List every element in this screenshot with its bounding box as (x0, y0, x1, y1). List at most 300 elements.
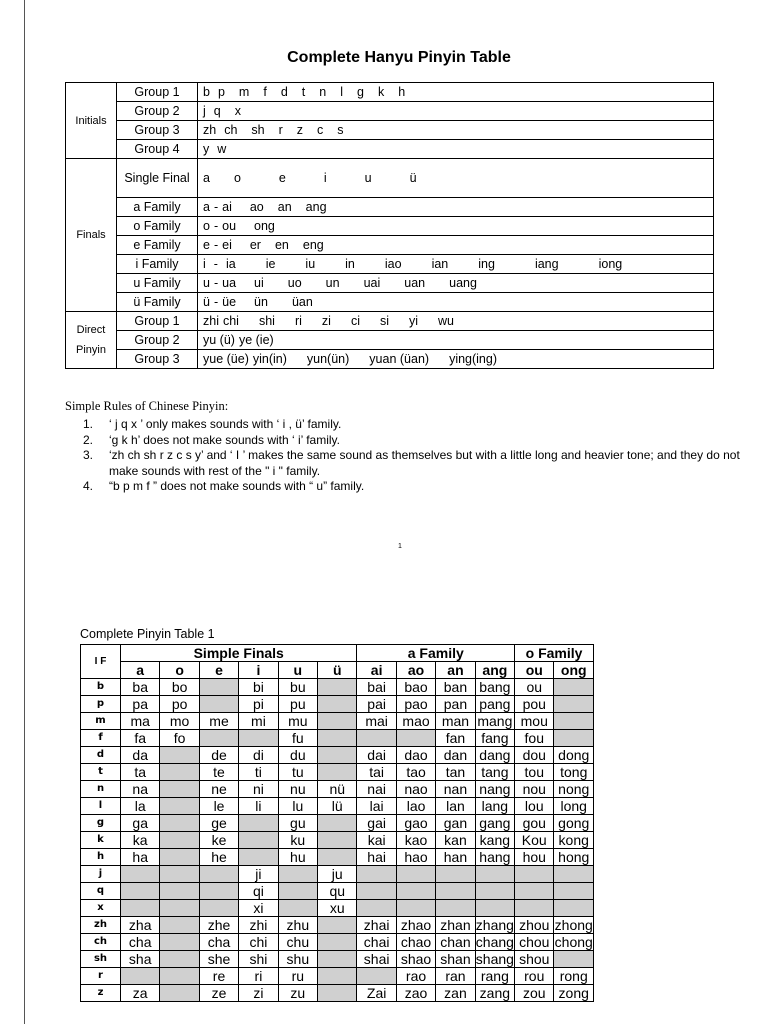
pinyin-value: eng (302, 238, 324, 252)
syllable-cell: lao (396, 798, 435, 815)
syllable-cell (515, 883, 554, 900)
syllable-cell: du (278, 747, 317, 764)
pinyin-value: an (277, 200, 292, 214)
rules-title: Simple Rules of Chinese Pinyin: (65, 399, 229, 413)
syllable-cell (199, 696, 238, 713)
syllable-cell: gong (554, 815, 594, 832)
rule-text: ‘ j q x ’ only makes sounds with ‘ i , ü’ family. (109, 417, 342, 431)
syllable-cell: Kou (515, 832, 554, 849)
syllable-cell (318, 951, 357, 968)
syllable-cell (515, 866, 554, 883)
syllable-cell: ti (239, 764, 278, 781)
syllable-cell (160, 832, 199, 849)
pinyin-value: zhi (203, 314, 219, 328)
group-values (198, 331, 714, 350)
pinyin-value: w (217, 142, 227, 156)
pinyin-value: d (280, 85, 288, 99)
syllable-cell (554, 696, 594, 713)
overview-row (66, 102, 714, 121)
syllable-cell (357, 900, 396, 917)
pinyin-value: shi (258, 314, 275, 328)
table-row (81, 968, 594, 985)
pinyin-value: ye (ie) (238, 333, 274, 347)
initial-cell: f (81, 730, 121, 747)
syllable-cell: ru (278, 968, 317, 985)
syllable-cell: hong (554, 849, 594, 866)
pinyin-value: yuan (üan) (369, 352, 430, 366)
syllable-cell: fou (515, 730, 554, 747)
rule-text: “b p m f ” does not make sounds with “ u” family. (109, 479, 365, 493)
page-mark: 1 (398, 543, 402, 550)
syllable-cell (357, 883, 396, 900)
group-values (198, 83, 714, 102)
pinyin-value: k (377, 85, 385, 99)
group-label: Group 2 (117, 102, 198, 121)
pinyin-value: j (203, 104, 206, 118)
pinyin-value: uang (449, 276, 477, 290)
pinyin-value: ong (254, 219, 275, 233)
syllable-cell: tang (475, 764, 514, 781)
pinyin-value: uan (404, 276, 426, 290)
group-values (198, 140, 714, 159)
syllable-cell: chu (278, 934, 317, 951)
pinyin-value: c (317, 123, 324, 137)
pinyin-value: - (213, 200, 219, 214)
syllable-cell (278, 900, 317, 917)
syllable-cell: bai (357, 679, 396, 696)
syllable-cell (554, 730, 594, 747)
rule-number: 1. (83, 417, 94, 431)
final-column-header: e (199, 662, 238, 679)
syllable-cell: bao (396, 679, 435, 696)
table-row (81, 866, 594, 883)
final-column-header: ong (554, 662, 594, 679)
table-row (81, 832, 594, 849)
syllable-cell: me (199, 713, 238, 730)
syllable-cell: tu (278, 764, 317, 781)
syllable-cell (554, 951, 594, 968)
syllable-cell: hou (515, 849, 554, 866)
group-label: Group 2 (117, 331, 198, 350)
pinyin-value: u (203, 276, 210, 290)
syllable-cell (554, 900, 594, 917)
syllable-cell: te (199, 764, 238, 781)
syllable-cell (199, 900, 238, 917)
group-label: o Family (117, 217, 198, 236)
rule-number: 3. (83, 448, 94, 462)
syllable-cell: ju (318, 866, 357, 883)
pinyin-value: x (234, 104, 241, 118)
syllable-cell (318, 764, 357, 781)
rule-item (65, 479, 745, 495)
table-row (81, 951, 594, 968)
initial-cell: m (81, 713, 121, 730)
overview-row (66, 217, 714, 236)
pinyin-value: yue (üe) (203, 352, 249, 366)
syllable-cell (121, 900, 160, 917)
pinyin-value: g (356, 85, 364, 99)
rule-text: ‘g k h’ does not make sounds with ‘ i’ family. (109, 432, 340, 447)
syllable-cell: she (199, 951, 238, 968)
syllable-cell (357, 730, 396, 747)
pinyin-value: ü (203, 295, 210, 309)
group-values (198, 198, 714, 217)
syllable-cell: fan (436, 730, 475, 747)
syllable-cell: ga (121, 815, 160, 832)
pinyin-value: o (233, 171, 241, 185)
group-label: e Family (117, 236, 198, 255)
syllable-cell (160, 781, 199, 798)
pinyin-value: ie (265, 257, 276, 271)
syllable-cell (318, 968, 357, 985)
pinyin-value: wu (438, 314, 455, 328)
syllable-cell: gao (396, 815, 435, 832)
pinyin-value: q (213, 104, 221, 118)
syllable-cell: dan (436, 747, 475, 764)
group-values (198, 255, 714, 274)
syllable-cell (239, 815, 278, 832)
syllable-cell: pi (239, 696, 278, 713)
syllable-cell: pai (357, 696, 396, 713)
initial-final-corner: I F (81, 645, 121, 679)
syllable-cell: ran (436, 968, 475, 985)
table-row (81, 747, 594, 764)
group-values (198, 102, 714, 121)
syllable-cell: ne (199, 781, 238, 798)
pinyin-value: r (278, 123, 283, 137)
syllable-cell: cha (121, 934, 160, 951)
pinyin-value: e (278, 171, 286, 185)
syllable-cell (475, 900, 514, 917)
syllable-cell (436, 900, 475, 917)
syllable-cell: nü (318, 781, 357, 798)
pinyin-value: a (203, 200, 210, 214)
syllable-cell: fo (160, 730, 199, 747)
syllable-cell: ban (436, 679, 475, 696)
pinyin-value: iong (598, 257, 623, 271)
syllable-cell: shou (515, 951, 554, 968)
syllable-cell: ta (121, 764, 160, 781)
syllable-cell: zhi (239, 917, 278, 934)
group-values (198, 217, 714, 236)
pinyin-value: l (340, 85, 343, 99)
pinyin-value: ying(ing) (449, 352, 497, 366)
syllable-cell: pou (515, 696, 554, 713)
syllable-cell: pan (436, 696, 475, 713)
syllable-cell: ri (239, 968, 278, 985)
syllable-cell: xi (239, 900, 278, 917)
syllable-cell: rao (396, 968, 435, 985)
syllable-cell: han (436, 849, 475, 866)
group-values (198, 350, 714, 369)
overview-row (66, 331, 714, 350)
syllable-cell (318, 679, 357, 696)
syllable-cell: lai (357, 798, 396, 815)
pinyin-value: e (203, 238, 210, 252)
initial-cell: k (81, 832, 121, 849)
syllable-cell: gai (357, 815, 396, 832)
overview-row (66, 198, 714, 217)
syllable-cell: mao (396, 713, 435, 730)
syllable-cell: ba (121, 679, 160, 696)
syllable-cell: hang (475, 849, 514, 866)
syllable-cell: shao (396, 951, 435, 968)
syllable-cell (160, 883, 199, 900)
pinyin-value: ei (222, 238, 232, 252)
syllable-cell: nan (436, 781, 475, 798)
syllable-cell (436, 866, 475, 883)
group-label: ü Family (117, 293, 198, 312)
pinyin-value: uai (363, 276, 381, 290)
syllable-cell (160, 815, 199, 832)
syllable-cell: shang (475, 951, 514, 967)
initial-cell: t (81, 764, 121, 781)
initial-cell: d (81, 747, 121, 764)
syllable-cell (396, 883, 435, 900)
pinyin-overview-table (65, 82, 714, 369)
syllable-cell: pa (121, 696, 160, 713)
syllable-cell: mo (160, 713, 199, 730)
section-label: Direct Pinyin (66, 312, 117, 369)
syllable-cell: tao (396, 764, 435, 781)
syllable-cell: ke (199, 832, 238, 849)
pinyin-value: uo (287, 276, 302, 290)
pinyin-value: zi (321, 314, 331, 328)
syllable-cell: shi (239, 951, 278, 968)
final-column-header: ü (318, 662, 357, 679)
syllable-cell: fa (121, 730, 160, 747)
group-values (198, 121, 714, 140)
table2-caption: Complete Pinyin Table 1 (80, 627, 215, 641)
syllable-cell (160, 798, 199, 815)
initial-cell: l (81, 798, 121, 815)
syllable-cell (318, 747, 357, 764)
syllable-cell: zao (396, 985, 435, 1002)
group-label: Group 4 (117, 140, 198, 159)
syllable-cell: ni (239, 781, 278, 798)
group-values (198, 293, 714, 312)
syllable-cell: chan (436, 934, 475, 951)
syllable-cell: he (199, 849, 238, 866)
syllable-cell: chong (554, 934, 593, 950)
table-row (81, 764, 594, 781)
syllable-cell (318, 849, 357, 866)
rule-item (65, 448, 745, 479)
syllable-cell (160, 951, 199, 968)
pinyin-value: ü (409, 171, 417, 185)
syllable-cell: man (436, 713, 475, 730)
syllable-cell: kao (396, 832, 435, 849)
syllable-cell: zhe (199, 917, 238, 934)
group-label: a Family (117, 198, 198, 217)
syllable-cell: ka (121, 832, 160, 849)
initial-cell: n (81, 781, 121, 798)
overview-row (66, 236, 714, 255)
overview-row (66, 350, 714, 369)
syllable-cell: hai (357, 849, 396, 866)
pinyin-value: yu (ü) (203, 333, 235, 347)
overview-row (66, 140, 714, 159)
syllable-cell: qu (318, 883, 357, 900)
overview-row (66, 274, 714, 293)
final-column-header: ai (357, 662, 396, 679)
syllable-cell: zang (475, 985, 514, 1002)
pinyin-value: - (213, 238, 219, 252)
pinyin-value: i (323, 171, 327, 185)
syllable-cell (554, 713, 594, 730)
syllable-cell: gu (278, 815, 317, 832)
syllable-cell: po (160, 696, 199, 713)
pinyin-value: yin(in) (252, 352, 287, 366)
pinyin-value: er (249, 238, 261, 252)
initial-cell: z (81, 985, 121, 1002)
syllable-cell: zhou (515, 917, 554, 934)
pinyin-value: iao (384, 257, 402, 271)
syllable-cell: Zai (357, 985, 396, 1002)
pinyin-value: zh (203, 123, 217, 137)
group-header-row (81, 645, 594, 662)
syllable-cell: fu (278, 730, 317, 747)
group-label: Group 3 (117, 121, 198, 140)
syllable-cell (318, 917, 357, 934)
syllable-cell: mu (278, 713, 317, 730)
pinyin-value: y (203, 142, 210, 156)
table-row (81, 798, 594, 815)
pinyin-value: f (263, 85, 267, 99)
syllable-cell: nao (396, 781, 435, 798)
final-column-header: ou (515, 662, 554, 679)
pinyin-value: ao (249, 200, 264, 214)
syllable-cell (396, 866, 435, 883)
syllable-cell: pao (396, 696, 435, 713)
group-label: u Family (117, 274, 198, 293)
rule-text: ‘zh ch sh r z c s y’ and ‘ I ’ makes the same sound as themselves but with a little long and heavier tone; and they do not make sounds with rest of the " i " family. (109, 448, 740, 478)
syllable-cell (318, 832, 357, 849)
syllable-cell: de (199, 747, 238, 764)
syllable-cell: tou (515, 764, 554, 781)
syllable-cell (515, 900, 554, 917)
syllable-cell: zhu (278, 917, 317, 934)
syllable-cell: dai (357, 747, 396, 764)
column-header-row (81, 662, 594, 679)
syllable-cell (239, 849, 278, 866)
table-row (81, 917, 594, 934)
final-group-header: a Family (357, 645, 515, 662)
table-row (81, 679, 594, 696)
syllable-cell (475, 866, 514, 883)
syllable-cell (357, 968, 396, 985)
pinyin-value: ua (222, 276, 237, 290)
syllable-cell: la (121, 798, 160, 815)
syllable-cell (199, 730, 238, 747)
syllable-cell: tai (357, 764, 396, 781)
syllable-cell: tong (554, 764, 594, 781)
pinyin-value: ia (225, 257, 236, 271)
syllable-cell: lu (278, 798, 317, 815)
syllable-cell: shu (278, 951, 317, 968)
syllable-cell: lan (436, 798, 475, 815)
syllable-cell: zu (278, 985, 317, 1002)
syllable-cell: ze (199, 985, 238, 1002)
syllable-cell (318, 815, 357, 832)
syllable-cell: gan (436, 815, 475, 832)
syllable-cell: chang (475, 934, 514, 950)
syllable-cell (318, 934, 357, 951)
syllable-cell (436, 883, 475, 900)
initial-cell: h (81, 849, 121, 866)
syllable-cell: fang (475, 730, 514, 747)
syllable-cell: ji (239, 866, 278, 883)
syllable-cell (318, 730, 357, 747)
initial-cell: zh (81, 917, 121, 934)
syllable-cell (160, 866, 199, 883)
syllable-cell: qi (239, 883, 278, 900)
rule-item (65, 433, 745, 449)
initial-cell: x (81, 900, 121, 917)
rules-list (65, 417, 745, 495)
pinyin-value: i (203, 257, 206, 271)
syllable-cell: rang (475, 968, 514, 985)
syllable-cell (121, 866, 160, 883)
syllable-cell: xu (318, 900, 357, 917)
syllable-cell: di (239, 747, 278, 764)
pinyin-value: - (213, 295, 219, 309)
syllable-cell: kai (357, 832, 396, 849)
syllable-cell: zhong (554, 917, 593, 933)
overview-row (66, 83, 714, 102)
table-row (81, 815, 594, 832)
syllable-cell: shan (436, 951, 475, 968)
syllable-cell: bo (160, 679, 199, 696)
syllable-cell: ge (199, 815, 238, 832)
pinyin-value: ch (224, 123, 238, 137)
syllable-cell: na (121, 781, 160, 798)
syllable-cell (199, 866, 238, 883)
group-label: Group 1 (117, 83, 198, 102)
syllable-cell: chao (396, 934, 435, 951)
syllable-cell: zi (239, 985, 278, 1002)
syllable-cell: ou (515, 679, 554, 696)
initial-cell: sh (81, 951, 121, 968)
syllable-cell: gou (515, 815, 554, 832)
syllable-cell: dong (554, 747, 594, 764)
syllable-cell: ma (121, 713, 160, 730)
rule-item (65, 417, 745, 433)
initial-cell: g (81, 815, 121, 832)
group-values (198, 312, 714, 331)
pinyin-value: sh (251, 123, 265, 137)
initial-cell: r (81, 968, 121, 985)
syllable-cell (396, 900, 435, 917)
syllable-cell (318, 713, 357, 730)
section-label: Initials (66, 83, 117, 159)
pinyin-value: h (398, 85, 406, 99)
initial-cell: q (81, 883, 121, 900)
syllable-cell (160, 934, 199, 951)
pinyin-value: ci (350, 314, 360, 328)
syllable-cell (121, 968, 160, 985)
syllable-cell: kan (436, 832, 475, 849)
pinyin-value: - (213, 257, 218, 271)
syllable-cell (160, 917, 199, 934)
pinyin-value: ri (294, 314, 302, 328)
pinyin-value: o (203, 219, 210, 233)
pinyin-value: si (379, 314, 389, 328)
initial-cell: ch (81, 934, 121, 951)
syllable-cell (121, 883, 160, 900)
pinyin-value: s (337, 123, 344, 137)
syllable-cell: zhai (357, 917, 396, 934)
